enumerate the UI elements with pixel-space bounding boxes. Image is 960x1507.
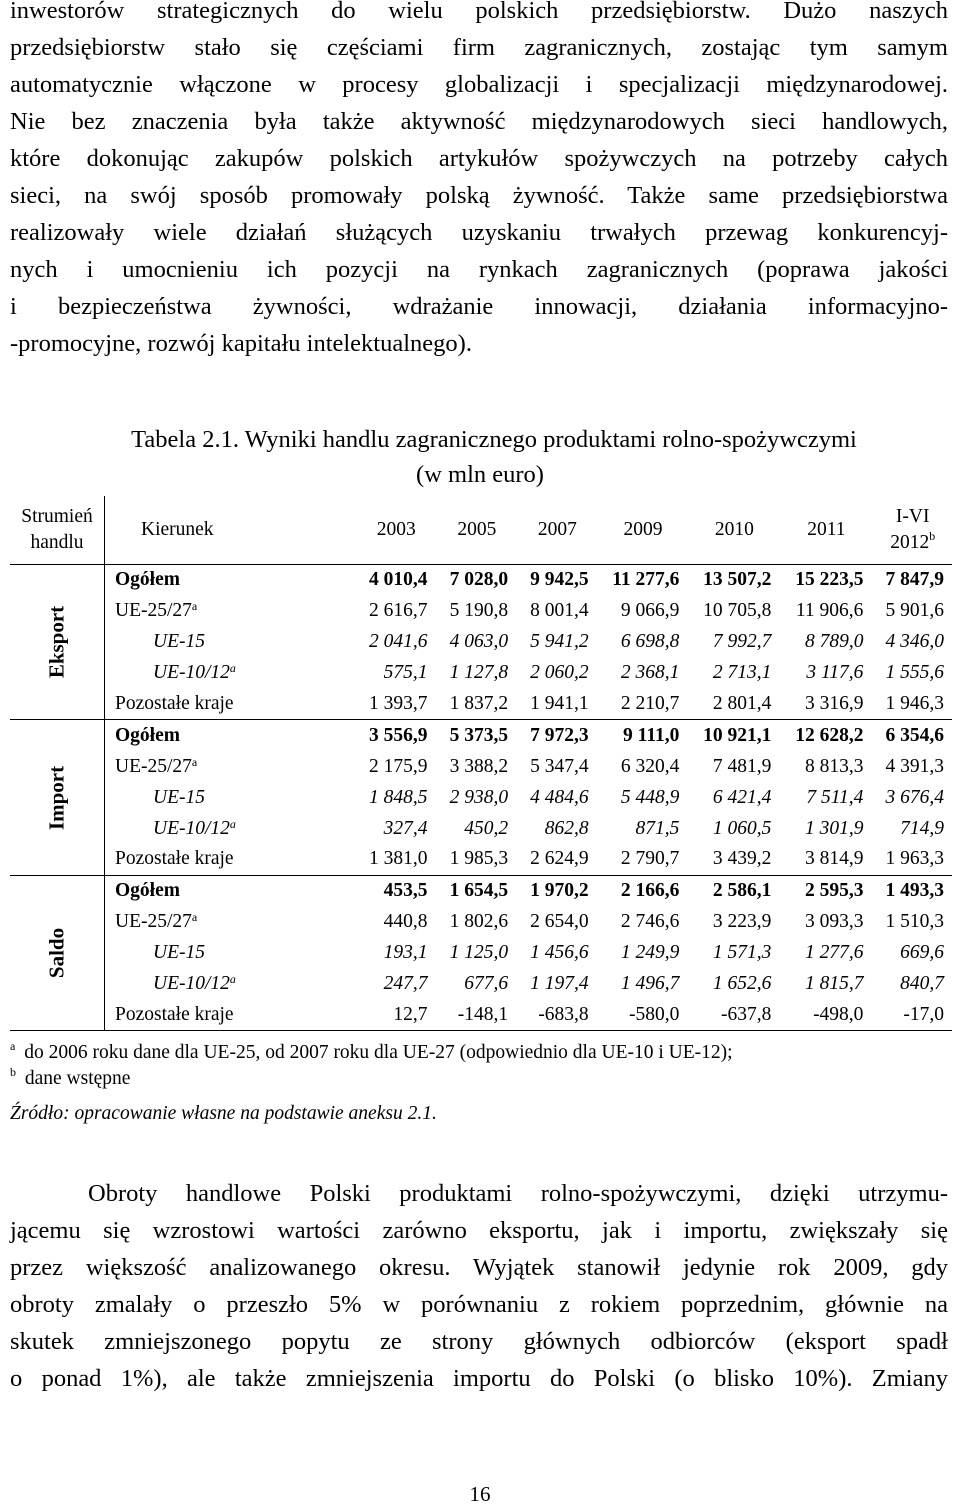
table-cell-value: 1 393,7 <box>355 689 436 720</box>
table-body <box>10 565 952 1031</box>
table-cell-value: 575,1 <box>383 662 428 684</box>
text-line: i bezpieczeństwa żywności, wdrażanie innowacji, działania informacyjno- <box>10 293 948 320</box>
table-cell-value: 669,6 <box>900 942 944 964</box>
table-cell-value: 1 555,6 <box>885 662 944 684</box>
table-cell-value: 2 938,0 <box>449 786 509 808</box>
table-cell-value: 1 815,7 <box>804 973 864 995</box>
table-cell-value: 5 448,9 <box>620 786 680 808</box>
header-stream-line2: handlu <box>30 532 84 553</box>
table-row <box>10 565 952 596</box>
row-direction <box>105 720 356 751</box>
table-cell-value: 1 848,5 <box>369 786 428 808</box>
table-cell-value: 1 652,6 <box>712 973 772 995</box>
header-year-2005: 2005 <box>436 496 517 565</box>
header-h1-label: I-VI <box>895 506 930 527</box>
header-stream <box>10 496 105 565</box>
row-direction-label: Ogółem <box>115 724 180 746</box>
table-cell-value: 7 481,9 <box>712 755 772 777</box>
table-cell-value: 2 175,9 <box>369 755 428 777</box>
row-direction <box>105 875 356 906</box>
table-cell-value: 1 654,5 <box>449 880 509 902</box>
table-row <box>10 907 952 938</box>
table-cell-value: 7 028,0 <box>449 569 509 591</box>
text-line: o ponad 1%), ale także zmniejszenia importu do Polski (o blisko 10%). Zmiany <box>10 1365 948 1392</box>
row-direction <box>105 689 356 720</box>
table-cell-value: 2 790,7 <box>597 844 688 875</box>
row-direction <box>105 565 356 596</box>
table-cell-value: 5 901,6 <box>885 600 944 622</box>
text-line: obroty zmalały o przeszło 5% w porównaniu z rokiem poprzednim, głównie na <box>10 1291 948 1318</box>
text-line: Obroty handlowe Polski produktami rolno-spożywczymi, dzięki utrzymu- <box>88 1180 948 1207</box>
footnote-marker: a <box>229 816 236 831</box>
row-direction <box>105 938 356 969</box>
table-row <box>10 813 952 844</box>
table-cell-value: 1 941,1 <box>516 689 597 720</box>
table-cell-value: 1 381,0 <box>355 844 436 875</box>
footnote-a <box>10 1040 733 1066</box>
table-cell-value: 3 676,4 <box>885 786 944 808</box>
table-cell-value: 2 060,2 <box>530 662 589 684</box>
table-cell-value: 1 493,3 <box>885 880 944 902</box>
table-caption-unit: (w mln euro) <box>416 461 544 488</box>
table-cell-value: 840,7 <box>900 973 944 995</box>
text-line: -promocyjne, rozwój kapitału intelektualnego). <box>10 330 472 357</box>
footnote-marker: a <box>229 972 236 987</box>
row-direction-label: Pozostałe kraje <box>115 693 234 714</box>
table-cell-value: 7 511,4 <box>806 786 864 808</box>
paragraph-bottom <box>10 1175 948 1397</box>
table-row <box>10 938 952 969</box>
text-line: sieci, na swój sposób promowały polską żywność. Także same przedsiębiorstwa <box>10 182 948 209</box>
table-cell-value: 4 346,0 <box>885 631 944 653</box>
table-cell-value: 12 628,2 <box>795 724 864 746</box>
text-line: inwestorów strategicznych do wielu polskich przedsiębiorstw. Dużo naszych <box>10 0 948 24</box>
section-label-cell <box>10 720 105 875</box>
text-line: przez większość analizowanego okresu. Wyjątek stanowił jedynie rok 2009, gdy <box>10 1254 948 1281</box>
text-line: przedsiębiorstw stało się częściami firm zagranicznych, zostając tym samym <box>10 34 948 61</box>
table-cell-value: 1 277,6 <box>804 942 864 964</box>
row-direction <box>105 969 356 1000</box>
table-cell-value: 5 373,5 <box>449 724 509 746</box>
table-cell-value: -637,8 <box>687 999 779 1030</box>
table-header-row <box>10 496 952 565</box>
table-cell-value: 15 223,5 <box>795 569 864 591</box>
table-row <box>10 782 952 813</box>
table-cell-value: 2 616,7 <box>369 600 428 622</box>
table-cell-value: 11 906,6 <box>795 600 864 622</box>
text-line: realizowały wiele działań służących uzyskaniu trwałych przewag konkurencyj- <box>10 219 948 246</box>
table-cell-value: 1 496,7 <box>620 973 680 995</box>
text-line: Nie bez znaczenia była także aktywność międzynarodowych sieci handlowych, <box>10 108 948 135</box>
table-row <box>10 969 952 1000</box>
table-cell-value: 4 391,3 <box>885 755 944 777</box>
table-row <box>10 720 952 751</box>
table-cell-value: 1 571,3 <box>712 942 772 964</box>
table-row <box>10 658 952 689</box>
footnote-marker: b <box>929 529 936 543</box>
section-label: Eksport <box>44 606 69 679</box>
footnote-a-mark: a <box>10 1039 16 1053</box>
row-direction-label: UE-15 <box>153 631 205 653</box>
table-cell-value: 2 746,6 <box>620 911 680 933</box>
row-direction-label: UE-10/12 <box>153 662 230 684</box>
table-cell-value: 2 654,0 <box>530 911 589 933</box>
table-cell-value: 1 197,4 <box>530 973 589 995</box>
table-cell-value: 5 347,4 <box>530 755 589 777</box>
table-cell-value: 2 368,1 <box>620 662 680 684</box>
table-cell-value: 2 041,6 <box>369 631 428 653</box>
header-direction: Kierunek <box>105 496 356 565</box>
table-cell-value: 3 814,9 <box>779 844 871 875</box>
table-cell-value: 3 093,3 <box>804 911 864 933</box>
text-line: nych i umocnieniu ich pozycji na rynkach zagranicznych (poprawa jakości <box>10 256 948 283</box>
table-cell-value: 10 705,8 <box>703 600 772 622</box>
table-cell-value: 3 223,9 <box>712 911 772 933</box>
row-direction <box>105 627 356 658</box>
footnote-b-text: dane wstępne <box>24 1068 131 1089</box>
table-cell-value: 714,9 <box>900 817 944 839</box>
table-cell-value: 1 985,3 <box>436 844 517 875</box>
table-cell-value: -17,0 <box>871 999 952 1030</box>
section-label: Saldo <box>44 928 69 979</box>
table-cell-value: -498,0 <box>779 999 871 1030</box>
text-line: które dokonując zakupów polskich artykułów spożywczych na potrzeby całych <box>10 145 948 172</box>
table-cell-value: 2 624,9 <box>516 844 597 875</box>
table-row <box>10 596 952 627</box>
table-cell-value: 453,5 <box>383 880 428 902</box>
table-cell-value: 1 127,8 <box>449 662 509 684</box>
table-cell-value: 1 946,3 <box>871 689 952 720</box>
table-cell-value: 2 166,6 <box>620 880 680 902</box>
row-direction-label: Pozostałe kraje <box>115 1003 234 1025</box>
table-cell-value: -683,8 <box>516 999 597 1030</box>
table-cell-value: -148,1 <box>436 999 517 1030</box>
row-direction-label: UE-15 <box>153 786 205 808</box>
row-direction-label: Ogółem <box>115 569 180 591</box>
table-cell-value: 450,2 <box>464 817 509 839</box>
table-cell-value: 3 316,9 <box>779 689 871 720</box>
table-cell-value: 2 713,1 <box>712 662 772 684</box>
section-label-cell <box>10 875 105 1030</box>
table-cell-value: 9 066,9 <box>620 600 680 622</box>
footnote-marker: a <box>191 599 198 614</box>
table-cell-value: 862,8 <box>544 817 589 839</box>
table-caption <box>0 422 960 458</box>
table-cell-value: 6 354,6 <box>885 724 944 746</box>
table-cell-value: 871,5 <box>635 817 680 839</box>
header-year-2011: 2011 <box>779 496 871 565</box>
row-direction <box>105 596 356 627</box>
table-cell-value: 11 277,6 <box>612 569 680 591</box>
row-direction-label: Pozostałe kraje <box>115 848 234 870</box>
table-cell-value: 1 802,6 <box>449 911 509 933</box>
header-year-2003: 2003 <box>355 496 436 565</box>
paragraph-top <box>10 0 948 362</box>
table-cell-value: 1 837,2 <box>436 689 517 720</box>
row-direction-label: UE-10/12 <box>153 973 230 995</box>
row-direction <box>105 813 356 844</box>
row-direction <box>105 844 356 875</box>
table-cell-value: 1 456,6 <box>530 942 589 964</box>
table-cell-value: 9 942,5 <box>530 569 589 591</box>
table-cell-value: 9 111,0 <box>623 724 680 746</box>
table-cell-value: 2 586,1 <box>712 880 772 902</box>
table-cell-value: 2 595,3 <box>804 880 864 902</box>
header-stream-line1: Strumień <box>21 506 93 527</box>
header-year-2009: 2009 <box>597 496 688 565</box>
table-cell-value: 3 439,2 <box>687 844 779 875</box>
table-cell-value: 5 941,2 <box>530 631 589 653</box>
table-cell-value: 1 963,3 <box>871 844 952 875</box>
header-h1-year: 2012 <box>890 532 930 553</box>
table-cell-value: 8 789,0 <box>804 631 864 653</box>
table-cell-value: 13 507,2 <box>703 569 772 591</box>
header-year-2010: 2010 <box>687 496 779 565</box>
row-direction-label: UE-10/12 <box>153 817 230 839</box>
row-direction <box>105 751 356 782</box>
table-cell-value: 6 421,4 <box>712 786 772 808</box>
table-cell-value: 4 063,0 <box>449 631 509 653</box>
row-direction-label: UE-25/27 <box>115 600 192 622</box>
footnote-b-mark: b <box>10 1065 16 1079</box>
table-row <box>10 875 952 906</box>
table-cell-value: 6 698,8 <box>620 631 680 653</box>
row-direction-label: UE-25/27 <box>115 755 192 777</box>
table-cell-value: 4 010,4 <box>369 569 428 591</box>
table-cell-value: 8 813,3 <box>804 755 864 777</box>
table-cell-value: 1 249,9 <box>620 942 680 964</box>
table-cell-value: 2 801,4 <box>687 689 779 720</box>
row-direction-label: UE-15 <box>153 942 205 964</box>
footnote-marker: a <box>229 661 236 676</box>
text-line: automatycznie włączone w procesy globalizacji i specjalizacji międzynarodowej. <box>10 71 948 98</box>
table-source: Źródło: opracowanie własne na podstawie aneksu 2.1. <box>10 1103 437 1124</box>
table-cell-value: 7 847,9 <box>885 569 944 591</box>
header-h1-2012 <box>871 496 952 565</box>
table-cell-value: 12,7 <box>355 999 436 1030</box>
table-cell-value: 193,1 <box>383 942 428 964</box>
table-cell-value: 3 117,6 <box>806 662 864 684</box>
table-cell-value: 7 992,7 <box>712 631 772 653</box>
table-cell-value: 10 921,1 <box>703 724 772 746</box>
row-direction <box>105 782 356 813</box>
row-direction <box>105 999 356 1030</box>
table-cell-value: 6 320,4 <box>620 755 680 777</box>
table-cell-value: 1 301,9 <box>804 817 864 839</box>
row-direction <box>105 907 356 938</box>
table-cell-value: 1 510,3 <box>885 911 944 933</box>
header-year-2007: 2007 <box>516 496 597 565</box>
table-row <box>10 627 952 658</box>
table-cell-value: 4 484,6 <box>530 786 589 808</box>
table-cell-value: 3 388,2 <box>449 755 509 777</box>
table-caption-line1: Tabela 2.1. Wyniki handlu zagranicznego produktami rolno-spożywczymi <box>131 426 857 453</box>
table-cell-value: 7 972,3 <box>530 724 589 746</box>
table-cell-value: -580,0 <box>597 999 688 1030</box>
row-direction-label: UE-25/27 <box>115 911 192 933</box>
table-cell-value: 1 060,5 <box>712 817 772 839</box>
footnote-marker: a <box>191 754 198 769</box>
text-line: skutek zmniejszonego popytu ze strony głównych odbiorców (eksport spadł <box>10 1328 948 1355</box>
table-row <box>10 751 952 782</box>
table-cell-value: 440,8 <box>383 911 428 933</box>
table-cell-value: 8 001,4 <box>530 600 589 622</box>
table-row <box>10 844 952 875</box>
table-row <box>10 999 952 1030</box>
section-label: Import <box>44 765 69 830</box>
table-cell-value: 1 125,0 <box>449 942 509 964</box>
table-cell-value: 3 556,9 <box>369 724 428 746</box>
footnote-marker: a <box>191 910 198 925</box>
text-line: jącemu się wzrostowi wartości zarówno eksportu, jak i importu, zwiększały się <box>10 1217 948 1244</box>
footnote-b <box>10 1066 130 1092</box>
footnote-a-text: do 2006 roku dane dla UE-25, od 2007 roku dla UE-27 (odpowiednio dla UE-10 i UE-12); <box>24 1042 733 1063</box>
table-row <box>10 689 952 720</box>
trade-results-table <box>10 496 952 1031</box>
table-cell-value: 247,7 <box>383 973 428 995</box>
row-direction-label: Ogółem <box>115 880 180 902</box>
table-cell-value: 327,4 <box>383 817 428 839</box>
table-cell-value: 2 210,7 <box>597 689 688 720</box>
table-cell-value: 5 190,8 <box>449 600 509 622</box>
section-label-cell <box>10 565 105 720</box>
table-cell-value: 677,6 <box>464 973 509 995</box>
page-number: 16 <box>469 1482 491 1506</box>
row-direction <box>105 658 356 689</box>
table-cell-value: 1 970,2 <box>530 880 589 902</box>
